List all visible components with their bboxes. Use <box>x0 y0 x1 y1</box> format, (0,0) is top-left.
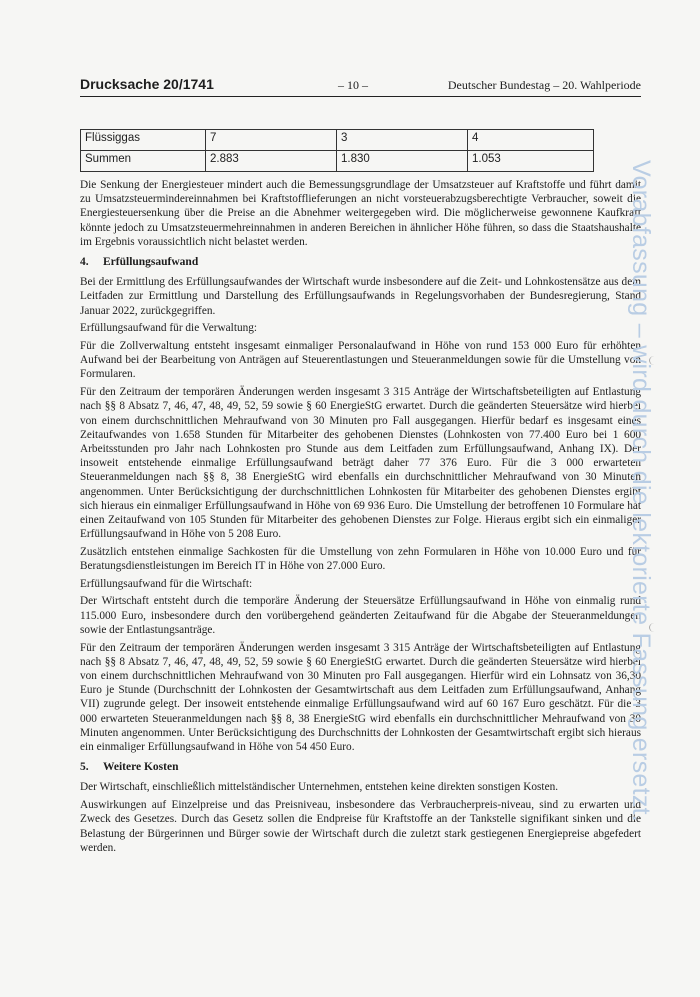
paragraph: Für den Zeitraum der temporären Änderungen werden insgesamt 3 315 Anträge der Wirtschaftsbeteiligten auf Entlastung nach §§ 8 Absatz 7, 46, 47, 48, 49, 52, 59 sowie § 60 EnergieStG erwartet. Durch die geänderten Steuersätze wird hierbei von einem durchschnittlichen Mehraufwand von 30 Minuten pro Fall ausgegangen. Hierfür wird ein Lohnsatz von 36,30 Euro je Stunde (Durchschnitt der Lohnkosten der Gesamtwirtschaft aus dem Leitfaden zum Erfüllungsaufwand, Anhang VII) zugrunde gelegt. Der insoweit entstehende einmalige Erfüllungsaufwand wird auf 60 167 Euro geschätzt. Für die 3 000 erwarteten Steueranmeldungen nach §§ 8, 38 EnergieStG wird ebenfalls ein durchschnittlicher Mehraufwand von 30 Minuten angenommen. Unter Berücksichtigung des Durchschnitts der Lohnkosten der Gesamtwirtschaft ergibt sich hieraus ein einmaliger Erfüllungsaufwand in Höhe von 54 450 Euro. <box>80 641 641 754</box>
table-row <box>81 151 594 172</box>
subheading: Erfüllungsaufwand für die Wirtschaft: <box>80 577 253 590</box>
table-cell: 2.883 <box>206 151 337 172</box>
data-table <box>80 129 594 172</box>
body-text <box>80 178 641 858</box>
section-heading-4 <box>80 255 641 269</box>
paragraph: Für die Zollverwaltung entsteht insgesamt einmaliger Personalaufwand in Höhe von rund 153 000 Euro für erhöhten Aufwand bei der Bearbeitung von Anträgen auf Steuerentlastungen und Steueranmeldungen sowie für die Umstellung von Formularen. <box>80 340 641 381</box>
paragraph: Zusätzlich entstehen einmalige Sachkosten für die Umstellung von zehn Formularen in Höhe von 10.000 Euro und für Beratungsdienstleistungen im Bereich IT in Höhe von 27.000 Euro. <box>80 545 641 573</box>
paragraph: Die Senkung der Energiesteuer mindert auch die Bemessungsgrundlage der Umsatzsteuer auf Kraftstoffe und führt damit zu Umsatzsteuermindereinnahmen bei Kraftstofflieferungen an nicht vorsteuerabzugsberechtigte Verbraucher, soweit die Energiesteuersenkung über die Preise an die Abnehmer weitergegeben wird. Die möglicherweise gewonnene Kaufkraft könnte jedoch zu Umsatzsteuermehreinnahmen in anderen Bereichen in ähnlicher Höhe führen, so dass die Staatshaushalte im Ergebnis voraussichtlich nicht belastet werden. <box>80 179 641 248</box>
table-cell: Summen <box>81 151 206 172</box>
section-number: 4. <box>80 256 89 269</box>
parliament-term: Deutscher Bundestag – 20. Wahlperiode <box>447 78 641 92</box>
table-cell: 4 <box>468 130 594 151</box>
paragraph: Der Wirtschaft, einschließlich mittelständischer Unternehmen, entstehen keine direkten sonstigen Kosten. <box>80 781 559 794</box>
document-number: Drucksache 20/1741 <box>80 76 214 92</box>
table-cell: 3 <box>337 130 468 151</box>
draft-watermark: Vorabfassung – wird durch die lektorierte Fassung ersetzt. <box>627 160 655 823</box>
page-header <box>80 74 641 97</box>
table-row <box>81 130 594 151</box>
table-cell: 1.053 <box>468 151 594 172</box>
subheading: Erfüllungsaufwand für die Verwaltung: <box>80 322 258 335</box>
section-number: 5. <box>80 761 89 774</box>
paragraph: Auswirkungen auf Einzelpreise und das Preisniveau, insbesondere das Verbraucherpreis-niveau, sind zu erwarten und Zweck des Gesetzes. Durch das Gesetz sollen die Endpreise für Kraftstoffe an der Tankstelle signifikant sinken und die Belastung der Bürgerinnen und Bürger sowie der Wirtschaft durch die zuletzt stark gestiegenen Energiepreise abgefedert werden. <box>80 799 641 854</box>
page-number: – 10 – <box>338 78 368 92</box>
paragraph: Bei der Ermittlung des Erfüllungsaufwandes der Wirtschaft wurde insbesondere auf die Zeit- und Lohnkostensätze aus dem Leitfaden zur Ermittlung und Darstellung des Erfüllungsaufwands in Regelungsvorhaben der Bundesregierung, Stand Januar 2022, zurückgegriffen. <box>80 276 641 317</box>
paragraph: Für den Zeitraum der temporären Änderungen werden insgesamt 3 315 Anträge der Wirtschaftsbeteiligten auf Entlastung nach §§ 8 Absatz 7, 46, 47, 48, 49, 52, 59 sowie § 60 EnergieStG erwartet. Durch die geänderten Steuersätze wird hierbei von einem durchschnittlichen Mehraufwand von 30 Minuten pro Fall ausgegangen. Hierfür bedarf es insgesamt eines Zeitaufwandes von 1.658 Stunden für Mitarbeiter des gehobenen Dienstes (Lohnkosten von 77.400 Euro bei 1 600 Arbeitsstunden pro Jahr nach Lohnkosten pro Stunde aus dem Leitfaden zum Erfüllungsaufwand, Anhang IX). Der insoweit entstehende einmalige Erfüllungsaufwand beträgt daher 77 376 Euro. Für die 3 000 erwarteten Steueranmeldungen nach §§ 8, 38 EnergieStG wird ebenfalls ein durchschnittlicher Mehraufwand von 30 Minuten angenommen. Unter Berücksichtigung der durchschnittlichen Lohnkosten für Mitarbeiter des gehobenen Dienstes ergibt sich hieraus ein einmaliger Erfüllungsaufwand in Höhe von 69 936 Euro. Die Umstellung der betroffenen 10 Formulare hat einen Zeitaufwand von 105 Stunden für Mitarbeiter des gehobenen Dienstes zur Folge. Hieraus ergibt sich ein einmaliger Erfüllungsaufwand in Höhe von 5 208 Euro. <box>80 386 641 541</box>
table-cell: 1.830 <box>337 151 468 172</box>
table-cell: 7 <box>206 130 337 151</box>
section-heading-5 <box>80 760 641 774</box>
section-title: Erfüllungsaufwand <box>103 256 199 269</box>
paragraph: Der Wirtschaft entsteht durch die temporäre Änderung der Steuersätze Erfüllungsaufwand in Höhe von einmalig rund 115.000 Euro, insbesondere durch den vorübergehend geänderten Zeitaufwand für die Abgabe der Steueranmeldungen sowie der Entlastungsanträge. <box>80 595 641 636</box>
table-cell: Flüssiggas <box>81 130 206 151</box>
section-title: Weitere Kosten <box>103 761 179 774</box>
